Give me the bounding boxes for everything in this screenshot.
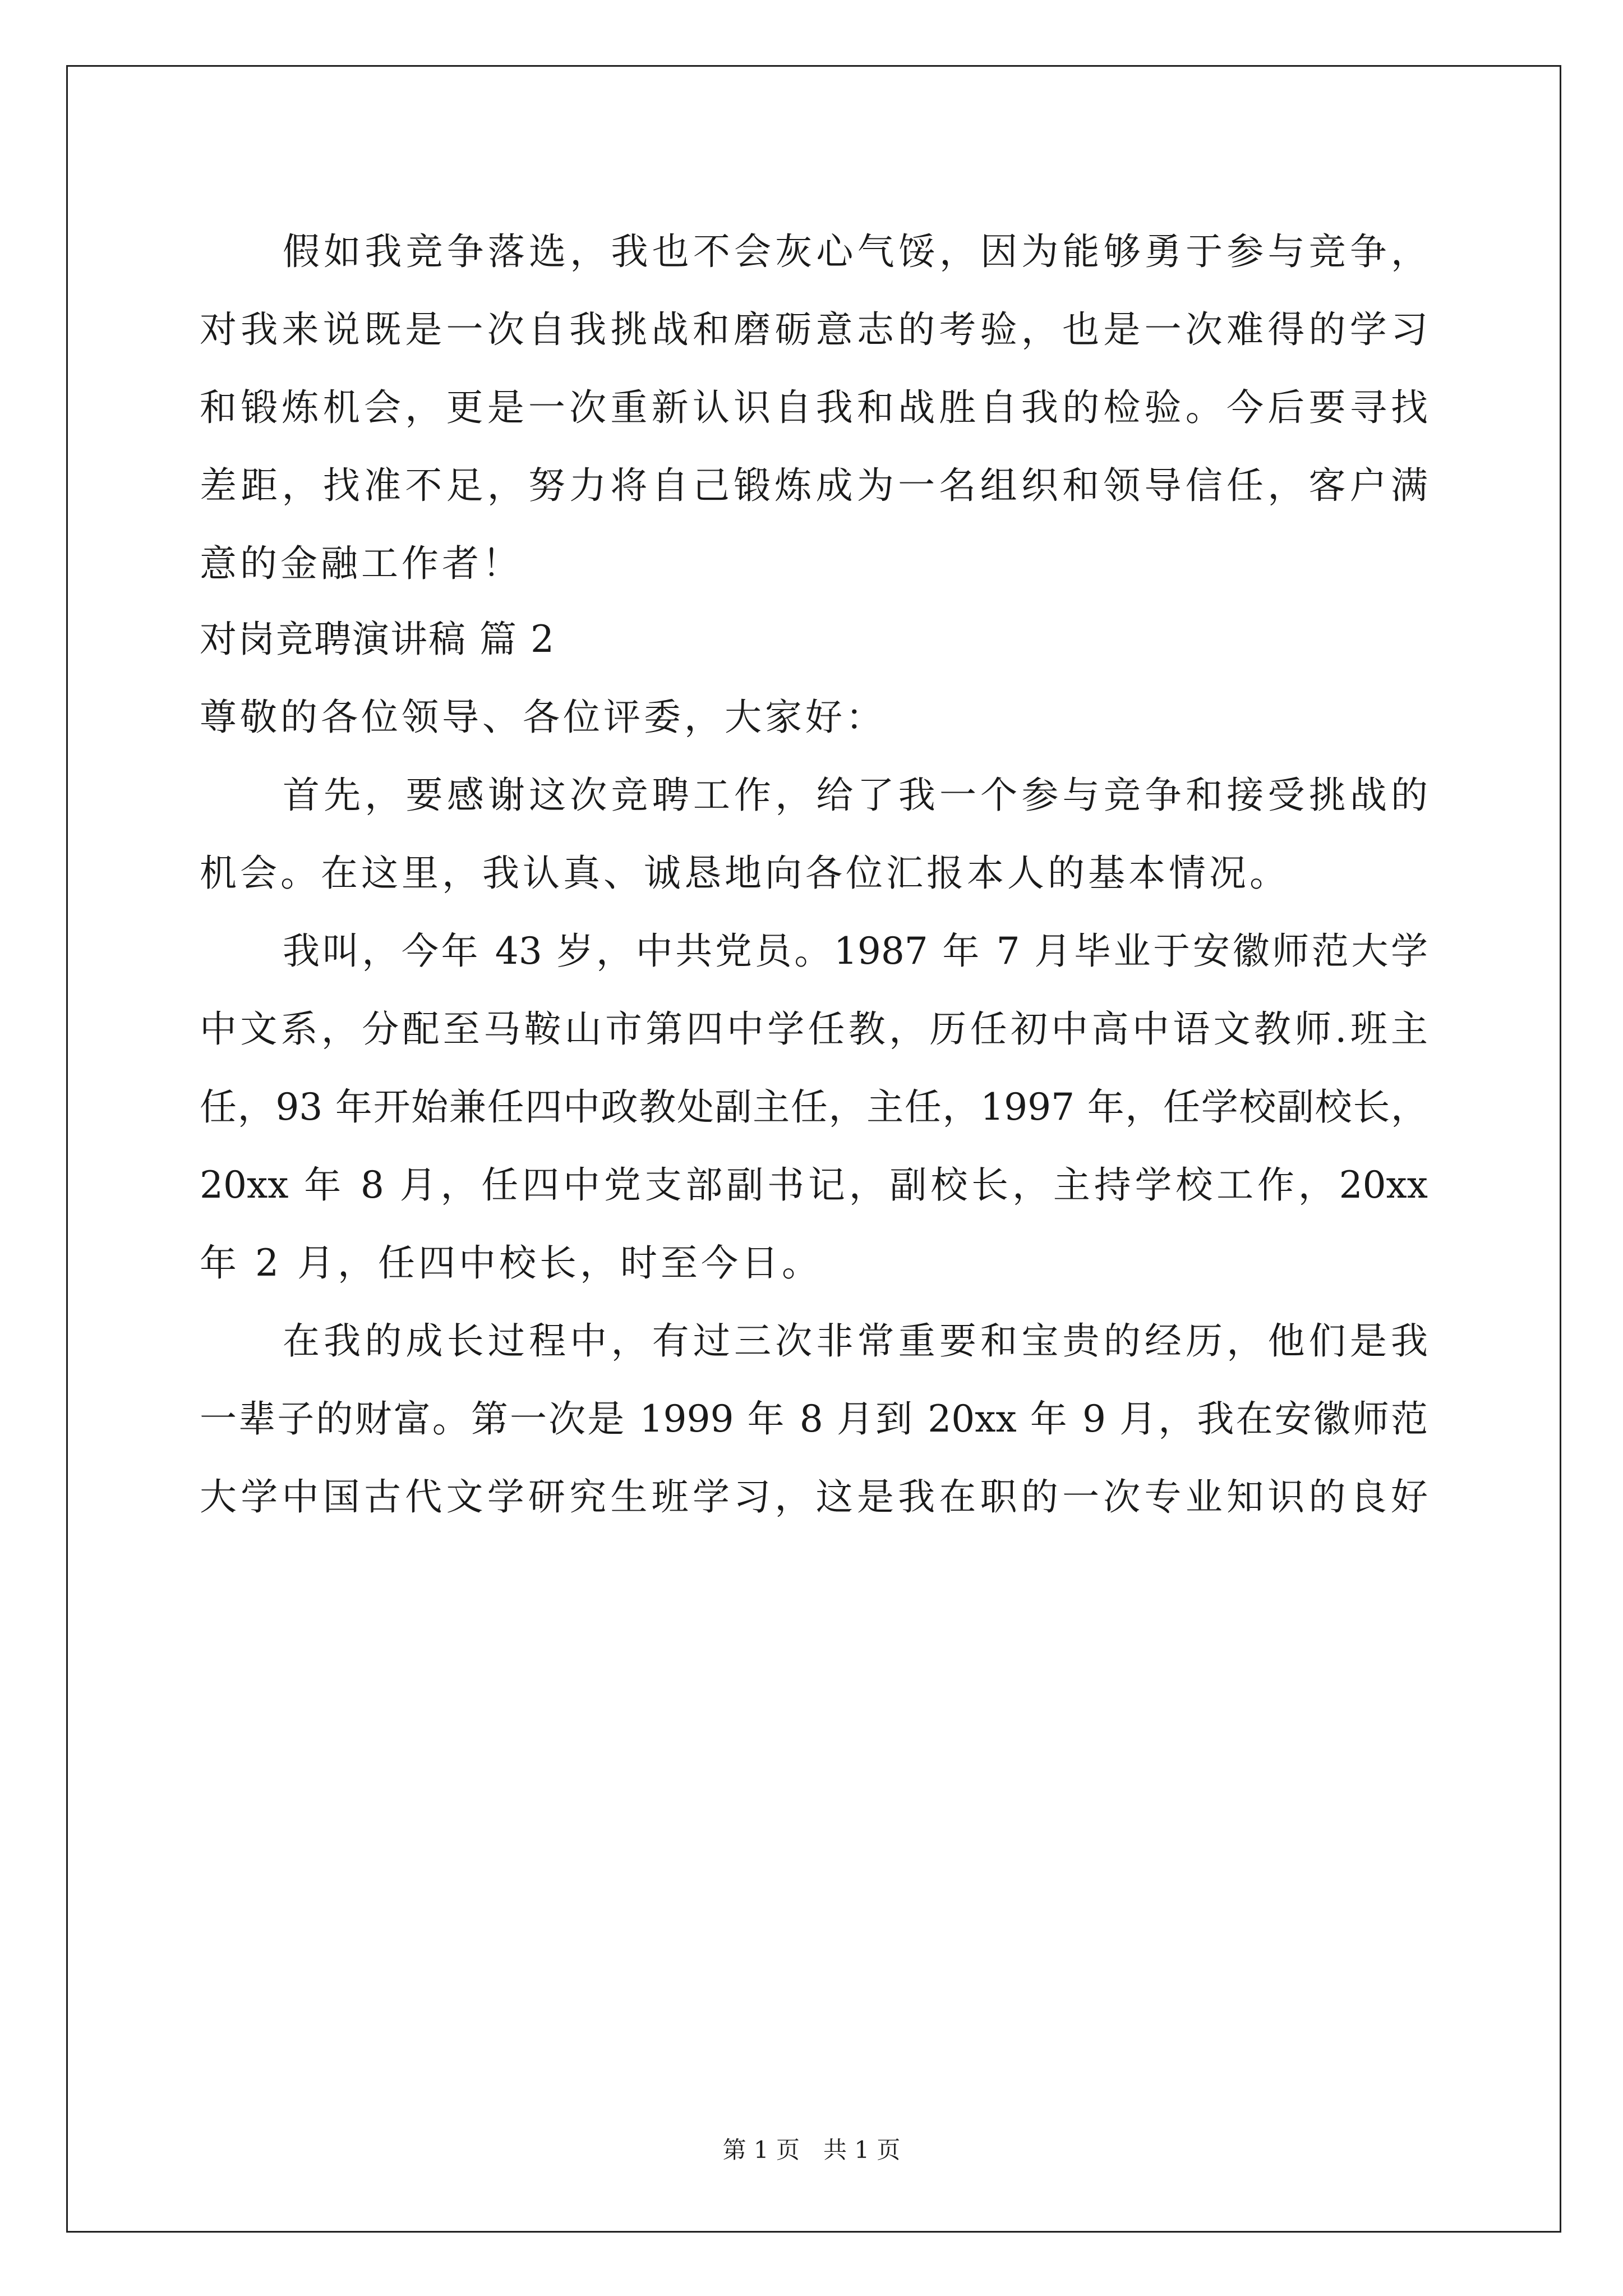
- paragraph-line: 我叫，今年 43 岁，中共党员。1987 年 7 月毕业于安徽师范大学: [283, 930, 1428, 973]
- salutation: 尊敬的各位领导、各位评委，大家好：: [200, 696, 886, 739]
- paragraph-line: 机会。在这里，我认真、诚恳地向各位汇报本人的基本情况。: [200, 852, 1290, 895]
- paragraph-line: 意的金融工作者！: [200, 542, 523, 585]
- paragraph-line: 差距，找准不足，努力将自己锻炼成为一名组织和领导信任，客户满: [200, 464, 1428, 507]
- paragraph-line: 和锻炼机会，更是一次重新认识自我和战胜自我的检验。今后要寻找: [200, 386, 1428, 429]
- paragraph-line: 年 2 月，任四中校长，时至今日。: [200, 1241, 822, 1285]
- paragraph-line: 中文系，分配至马鞍山市第四中学任教，历任初中高中语文教师.班主: [200, 1007, 1428, 1051]
- paragraph-line: 20xx 年 8 月，任四中党支部副书记，副校长，主持学校工作，20xx: [200, 1163, 1428, 1207]
- paragraph-line: 一辈子的财富。第一次是 1999 年 8 月到 20xx 年 9 月，我在安徽师范: [200, 1397, 1428, 1441]
- page-number-footer: 第 1 页 共 1 页: [722, 2136, 901, 2164]
- paragraph-line: 大学中国古代文学研究生班学习，这是我在职的一次专业知识的良好: [200, 1475, 1428, 1519]
- section-heading: 对岗竞聘演讲稿 篇 2: [200, 618, 555, 661]
- paragraph-line: 首先，要感谢这次竞聘工作，给了我一个参与竞争和接受挑战的: [283, 774, 1428, 817]
- paragraph-line: 在我的成长过程中，有过三次非常重要和宝贵的经历，他们是我: [283, 1319, 1428, 1363]
- paragraph-line: 对我来说既是一次自我挑战和磨砺意志的考验，也是一次难得的学习: [200, 308, 1428, 351]
- paragraph-line: 假如我竞争落选，我也不会灰心气馁，因为能够勇于参与竞争，: [283, 230, 1428, 273]
- paragraph-line: 任，93 年开始兼任四中政教处副主任，主任，1997 年，任学校副校长，: [200, 1085, 1428, 1129]
